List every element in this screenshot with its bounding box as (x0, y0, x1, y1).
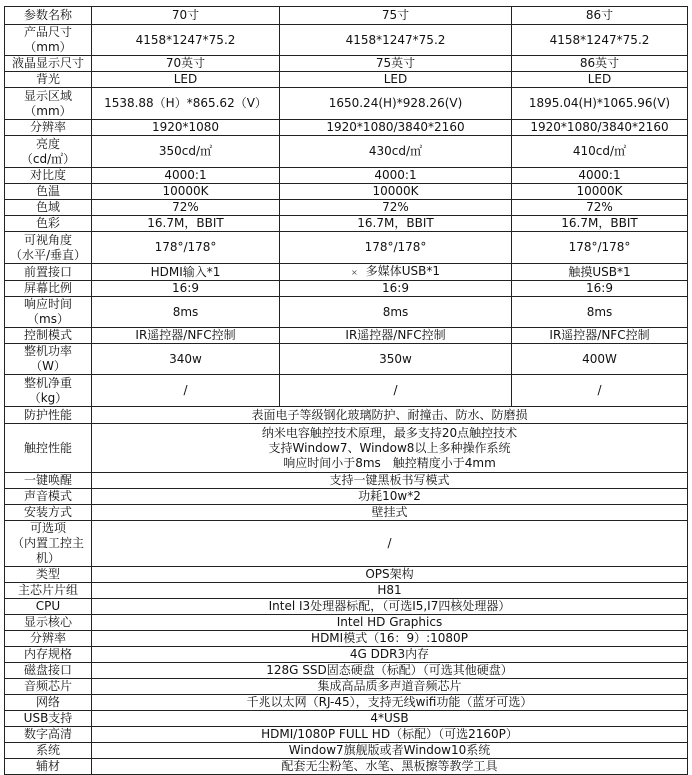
value-86-inch (512, 216, 688, 232)
cell-text: HDMI输入*1 (150, 264, 221, 279)
value-86-inch (512, 88, 688, 120)
merged-value (92, 424, 688, 473)
value-86-inch (512, 184, 688, 200)
cell-text: 4158*1247*75.2 (549, 32, 650, 47)
cell-text: 75英寸 (375, 56, 416, 70)
param-name (5, 375, 92, 407)
spec-row (5, 297, 688, 328)
param-name-line: 整机净重 (23, 375, 72, 390)
value-75-inch (280, 281, 512, 297)
cell-text: 350w (379, 351, 412, 366)
cell-text: 8ms (172, 304, 199, 319)
cell-text: 4000:1 (578, 168, 621, 182)
value-70-inch (92, 184, 280, 200)
spec-row-merged (5, 711, 688, 727)
param-name (5, 25, 92, 56)
value-70-inch (92, 72, 280, 88)
merged-value-line: 壁挂式 (371, 505, 408, 519)
merged-value (92, 711, 688, 727)
param-name-line: 音频芯片 (23, 679, 72, 693)
param-name-line: 声音模式 (23, 489, 72, 503)
param-name-line: 网络 (35, 695, 60, 709)
cell-text: 410cd/㎡ (572, 144, 627, 158)
merged-value (92, 407, 688, 424)
value-75-inch (280, 72, 512, 88)
spec-row-merged (5, 615, 688, 631)
param-name (5, 200, 92, 216)
cell-text: 178°/178° (154, 240, 217, 254)
spec-row (5, 120, 688, 136)
param-name (5, 407, 92, 424)
param-name (5, 232, 92, 264)
param-name-line: 色彩 (35, 216, 60, 230)
param-name-line: 色温 (35, 184, 60, 198)
cell-text: 10000K (372, 184, 419, 198)
param-name (5, 281, 92, 297)
spec-row (5, 216, 688, 232)
spec-row (5, 88, 688, 120)
merged-value (92, 663, 688, 679)
value-70-inch (92, 375, 280, 407)
value-70-inch (92, 200, 280, 216)
param-name (5, 473, 92, 489)
spec-row (5, 281, 688, 297)
param-name (5, 297, 92, 328)
cell-text: LED (587, 72, 612, 86)
merged-value (92, 473, 688, 489)
value-86-inch (512, 281, 688, 297)
value-86-inch (512, 344, 688, 375)
param-name (5, 743, 92, 759)
param-name (5, 120, 92, 136)
merged-value-line: 响应时间小于8ms 触控精度小于4mm (283, 455, 496, 470)
value-75-inch (280, 120, 512, 136)
value-70-inch (92, 88, 280, 120)
spec-row (5, 232, 688, 264)
spec-row-merged (5, 727, 688, 743)
spec-row-merged (5, 489, 688, 505)
value-75-inch (280, 200, 512, 216)
param-name-line: 辅材 (35, 759, 60, 773)
spec-row (5, 25, 688, 56)
param-name-line: （内置工控主机） (11, 536, 84, 565)
merged-value-line: 4G DDR3内存 (349, 647, 430, 661)
cell-text: 430cd/㎡ (368, 144, 423, 158)
param-name-line: 响应时间 (23, 297, 72, 311)
param-name (5, 72, 92, 88)
param-name-line: 类型 (35, 567, 60, 581)
merged-value-line: 配套无尘粉笔、水笔、黑板擦等教学工具 (281, 759, 498, 773)
merged-value-line: 表面电子等级钢化玻璃防护、耐撞击、防水、防磨损 (251, 407, 528, 422)
spec-row (5, 168, 688, 184)
param-name (5, 521, 92, 567)
cell-text: 72% (586, 200, 613, 214)
value-75-inch (280, 136, 512, 168)
value-70-inch (92, 168, 280, 184)
value-75-inch (280, 56, 512, 72)
spec-row-merged (5, 407, 688, 424)
spec-row (5, 264, 688, 281)
value-75-inch (280, 297, 512, 328)
cell-text: / (183, 383, 188, 397)
cell-text: 8ms (382, 304, 409, 319)
value-70-inch (92, 120, 280, 136)
merged-value-line: 集成高品质多声道音频芯片 (317, 679, 462, 693)
param-name-line: 控制模式 (23, 328, 72, 342)
value-86-inch (512, 232, 688, 264)
param-name (5, 631, 92, 647)
param-name (5, 344, 92, 375)
value-70-inch (92, 232, 280, 264)
param-name (5, 567, 92, 583)
spec-row-merged (5, 743, 688, 759)
value-70-inch (92, 136, 280, 168)
cell-text: 10000K (576, 184, 623, 198)
spec-row (5, 200, 688, 216)
param-name-line: 一键唤醒 (23, 473, 72, 487)
param-name-line: 前置接口 (23, 264, 72, 279)
merged-value (92, 759, 688, 775)
cell-text: 4000:1 (164, 168, 207, 182)
spec-row (5, 56, 688, 72)
param-name-line: 背光 (35, 72, 60, 86)
cell-text: LED (173, 72, 198, 86)
param-name-line: 数字高清 (23, 727, 72, 741)
spec-row-merged (5, 583, 688, 599)
cell-text: IR遥控器/NFC控制 (345, 328, 446, 342)
param-name-line: 分辨率 (29, 631, 66, 645)
spec-table-container (4, 6, 687, 775)
param-name (5, 583, 92, 599)
header-param-name: 参数名称 (5, 7, 92, 25)
spec-row (5, 375, 688, 407)
param-name-line: 可选项 (29, 521, 66, 535)
param-name (5, 727, 92, 743)
cell-text: 16:9 (172, 281, 199, 295)
param-name-line: 整机功率 (23, 344, 72, 358)
value-86-inch (512, 200, 688, 216)
cell-text: 触摸USB*1 (568, 264, 631, 279)
spec-row (5, 72, 688, 88)
merged-value-line: 128G SSD固态硬盘（标配）（可选其他硬盘） (266, 663, 513, 677)
header-86-inch: 86寸 (512, 7, 688, 25)
spec-row-merged (5, 505, 688, 521)
cell-text: 多媒体USB*1 (365, 264, 440, 278)
spec-row-merged (5, 599, 688, 615)
param-name-line: （W） (30, 359, 66, 373)
cell-text: 16:9 (586, 281, 613, 295)
param-name (5, 489, 92, 505)
param-name-line: 显示区域 (23, 88, 72, 103)
spec-row-merged (5, 759, 688, 775)
value-70-inch (92, 344, 280, 375)
param-name-line: USB支持 (23, 711, 73, 725)
cell-text: / (393, 383, 398, 397)
param-name (5, 759, 92, 775)
merged-value-line: HDMI模式（16：9）:1080P (311, 631, 468, 645)
spec-row (5, 136, 688, 168)
merged-value-line: / (387, 536, 392, 550)
value-86-inch (512, 328, 688, 344)
param-name (5, 184, 92, 200)
merged-value (92, 505, 688, 521)
value-75-inch (280, 232, 512, 264)
cell-text: 16.7M，BBIT (147, 216, 224, 230)
cell-text: 178°/178° (364, 240, 427, 254)
cell-text: 178°/178° (568, 240, 631, 254)
cell-text: 400W (582, 351, 617, 366)
param-name-line: 显示核心 (23, 615, 72, 629)
cell-text: 1920*1080 (151, 120, 220, 134)
param-name (5, 663, 92, 679)
merged-value-line: 功耗10w*2 (358, 489, 421, 503)
param-name (5, 136, 92, 168)
cell-text: 8ms (586, 304, 613, 319)
value-75-inch (280, 88, 512, 120)
value-75-inch (280, 25, 512, 56)
cell-text: 340w (169, 351, 202, 366)
param-name-line: 分辨率 (29, 120, 66, 134)
cell-text: 10000K (162, 184, 209, 198)
merged-value-line: H81 (377, 583, 402, 597)
param-name (5, 647, 92, 663)
merged-value (92, 631, 688, 647)
merged-value-line: Window7旗舰版或者Window10系统 (288, 743, 491, 757)
value-70-inch (92, 281, 280, 297)
spec-row-merged (5, 631, 688, 647)
param-name-line: （kg） (28, 390, 68, 405)
value-86-inch (512, 56, 688, 72)
cell-text: 1538.88（H）*865.62（V） (104, 96, 267, 110)
value-70-inch (92, 56, 280, 72)
merged-value-line: 千兆以太网（RJ-45），支持无线wifi功能（蓝牙可选） (246, 695, 533, 709)
param-name-line: （ms） (27, 312, 69, 326)
param-name (5, 56, 92, 72)
param-name (5, 216, 92, 232)
value-86-inch (512, 120, 688, 136)
spec-row-merged (5, 663, 688, 679)
param-name-line: 防护性能 (23, 407, 72, 422)
header-75-inch: 75寸 (280, 7, 512, 25)
param-name (5, 679, 92, 695)
param-name-line: （mm） (24, 103, 72, 118)
param-name-line: 内存规格 (23, 647, 72, 661)
merged-value (92, 567, 688, 583)
param-name-line: 屏幕比例 (23, 281, 72, 295)
param-name-line: （cd/㎡） (20, 151, 76, 166)
merged-value-line: 支持Window7、Window8以上多种操作系统 (268, 440, 511, 455)
merged-value (92, 521, 688, 567)
merged-value-line: 纳米电容触控技术原理，最多支持20点触控技术 (261, 425, 518, 440)
value-75-inch (280, 264, 512, 281)
param-name (5, 264, 92, 281)
cell-text: LED (383, 72, 408, 86)
value-86-inch (512, 168, 688, 184)
spec-row-merged (5, 473, 688, 489)
param-name-line: 触控性能 (23, 440, 72, 455)
param-name (5, 695, 92, 711)
merged-value-line: 支持一键黑板书写模式 (329, 473, 450, 487)
value-75-inch (280, 216, 512, 232)
param-name (5, 328, 92, 344)
param-name (5, 168, 92, 184)
spec-row-merged (5, 424, 688, 473)
param-name-line: （mm） (24, 40, 72, 54)
value-70-inch (92, 216, 280, 232)
merged-value (92, 599, 688, 615)
cell-text: 70英寸 (165, 56, 206, 70)
spec-row (5, 328, 688, 344)
param-name-line: （水平/垂直） (9, 247, 87, 262)
spec-row-merged (5, 647, 688, 663)
param-name (5, 505, 92, 521)
value-75-inch (280, 168, 512, 184)
param-name-line: 对比度 (29, 168, 66, 182)
value-70-inch (92, 297, 280, 328)
merged-value-line: OPS架构 (365, 567, 414, 581)
cell-text: 72% (382, 200, 409, 214)
merged-value (92, 647, 688, 663)
spec-table (4, 6, 688, 775)
param-name-line: 磁盘接口 (23, 663, 72, 677)
param-name-line: 系统 (35, 743, 60, 757)
param-name (5, 88, 92, 120)
cell-text: 4158*1247*75.2 (345, 32, 446, 47)
cell-text: 16:9 (382, 281, 409, 295)
param-name (5, 711, 92, 727)
cell-text: 16.7M，BBIT (357, 216, 434, 230)
merged-value (92, 583, 688, 599)
cell-text: 72% (172, 200, 199, 214)
value-75-inch (280, 344, 512, 375)
merged-value-line: 4*USB (370, 711, 409, 725)
param-name-line: CPU (35, 599, 61, 613)
param-name (5, 599, 92, 615)
header-70-inch: 70寸 (92, 7, 280, 25)
merged-value (92, 679, 688, 695)
cell-text: 4158*1247*75.2 (135, 32, 236, 47)
spec-row-merged (5, 521, 688, 567)
cell-text: / (597, 383, 602, 397)
value-86-inch (512, 72, 688, 88)
value-75-inch (280, 375, 512, 407)
merged-value (92, 615, 688, 631)
value-86-inch (512, 297, 688, 328)
merged-value (92, 489, 688, 505)
value-86-inch (512, 136, 688, 168)
cell-text: 4000:1 (374, 168, 417, 182)
param-name-line: 产品尺寸 (23, 25, 72, 39)
value-75-inch (280, 328, 512, 344)
merged-value-line: Intel HD Graphics (336, 615, 443, 629)
cell-text: 1650.24(H)*928.26(V) (328, 96, 463, 110)
value-86-inch (512, 375, 688, 407)
value-86-inch (512, 264, 688, 281)
merged-value-line: HDMI/1080P FULL HD（标配）（可选2160P） (261, 727, 518, 741)
spec-row (5, 184, 688, 200)
param-name-line: 色域 (35, 200, 60, 214)
value-75-inch (280, 184, 512, 200)
merged-value-line: Intel I3处理器标配，（可选I5,I7四核处理器） (268, 599, 511, 613)
cell-text: 1920*1080/3840*2160 (326, 120, 465, 134)
spec-row-merged (5, 695, 688, 711)
param-name (5, 615, 92, 631)
cross-mark: × (351, 268, 358, 277)
merged-value (92, 695, 688, 711)
param-name-line: 液晶显示尺寸 (11, 56, 84, 70)
param-name-line: 可视角度 (23, 232, 72, 247)
merged-value (92, 727, 688, 743)
spec-row (5, 344, 688, 375)
param-name-line: 安装方式 (23, 505, 72, 519)
value-70-inch (92, 328, 280, 344)
spec-row-merged (5, 567, 688, 583)
param-name-line: 主芯片片组 (17, 583, 78, 597)
merged-value (92, 743, 688, 759)
cell-text: IR遥控器/NFC控制 (135, 328, 236, 342)
header-row (5, 7, 688, 25)
param-name (5, 424, 92, 473)
value-70-inch (92, 264, 280, 281)
value-86-inch (512, 25, 688, 56)
cell-text: IR遥控器/NFC控制 (549, 328, 650, 342)
param-name-line: 亮度 (35, 136, 60, 151)
cell-text: 16.7M，BBIT (561, 216, 638, 230)
cell-text: 1920*1080/3840*2160 (530, 120, 669, 134)
cell-text: 350cd/㎡ (158, 144, 213, 158)
cell-text: 86英寸 (579, 56, 620, 70)
value-70-inch (92, 25, 280, 56)
cell-text: 1895.04(H)*1065.96(V) (528, 96, 671, 110)
spec-row-merged (5, 679, 688, 695)
